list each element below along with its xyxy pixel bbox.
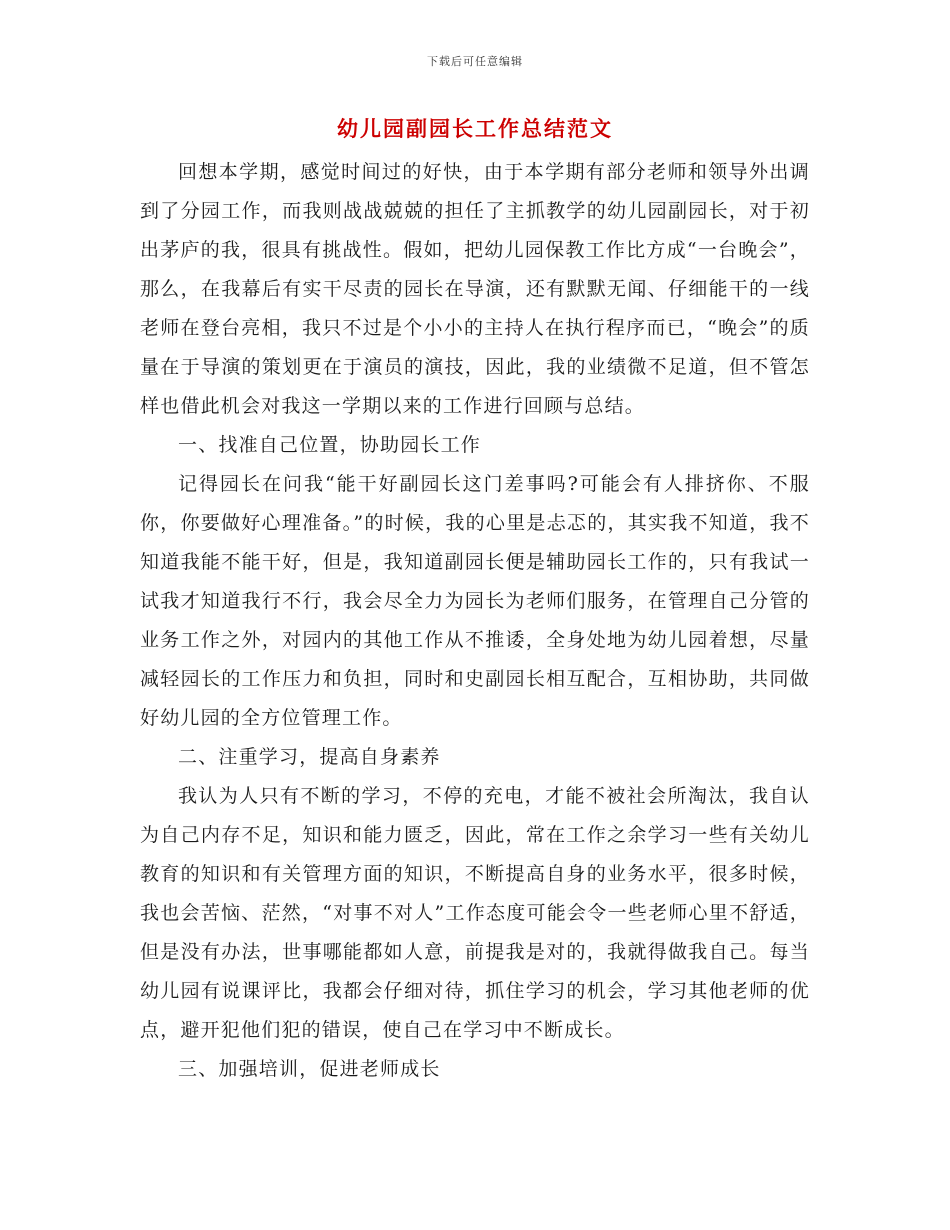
paragraph-section-1: 记得园长在问我“能干好副园长这门差事吗?可能会有人排挤你、不服你，你要做好心理准备。”的时候，我的心里是忐忑的，其实我不知道，我不知道我能不能干好，但是，我知道副园长便是辅助园长工作的，只有我试一试我才知道我行不行，我会尽全力为园长为老师们服务，在管理自己分管的业务工作之外，对园内的其他工作从不推诿，全身处地为幼儿园着想，尽量减轻园长的工作压力和负担，同时和史副园长相互配合，互相协助，共同做好幼儿园的全方位管理工作。 — [140, 473, 810, 729]
section-heading-3: 三、加强培训，促进老师成长 — [178, 1058, 441, 1080]
header-note: 下载后可任意编辑 — [427, 55, 523, 68]
paragraph-section-2: 我认为人只有不断的学习，不停的充电，才能不被社会所淘汰，我自认为自己内存不足，知识和能力匮乏，因此，常在工作之余学习一些有关幼儿教育的知识和有关管理方面的知识，不断提高自身的业务水平，很多时候，我也会苦恼、茫然，“对事不对人”工作态度可能会令一些老师心里不舒适，但是没有办法，世事哪能都如人意，前提我是对的，我就得做我自己。每当幼儿园有说课评比，我都会仔细对待，抓住学习的机会，学习其他老师的优点，避开犯他们犯的错误，使自己在学习中不断成长。 — [140, 785, 810, 1041]
document-body — [140, 153, 810, 1089]
section-heading-1: 一、找准自己位置，协助园长工作 — [178, 434, 482, 456]
section-heading-2: 二、注重学习，提高自身素养 — [178, 746, 441, 768]
document-title: 幼儿园副园长工作总结范文 — [337, 116, 613, 141]
paragraph-intro: 回想本学期，感觉时间过的好快，由于本学期有部分老师和领导外出调到了分园工作，而我则战战兢兢的担任了主抓教学的幼儿园副园长，对于初出茅庐的我，很具有挑战性。假如，把幼儿园保教工作比方成“一台晚会”，那么，在我幕后有实干尽责的园长在导演，还有默默无闻、仔细能干的一线老师在登台亮相，我只不过是个小小的主持人在执行程序而已，“晚会”的质量在于导演的策划更在于演员的演技，因此，我的业绩微不足道，但不管怎样也借此机会对我这一学期以来的工作进行回顾与总结。 — [140, 161, 810, 417]
